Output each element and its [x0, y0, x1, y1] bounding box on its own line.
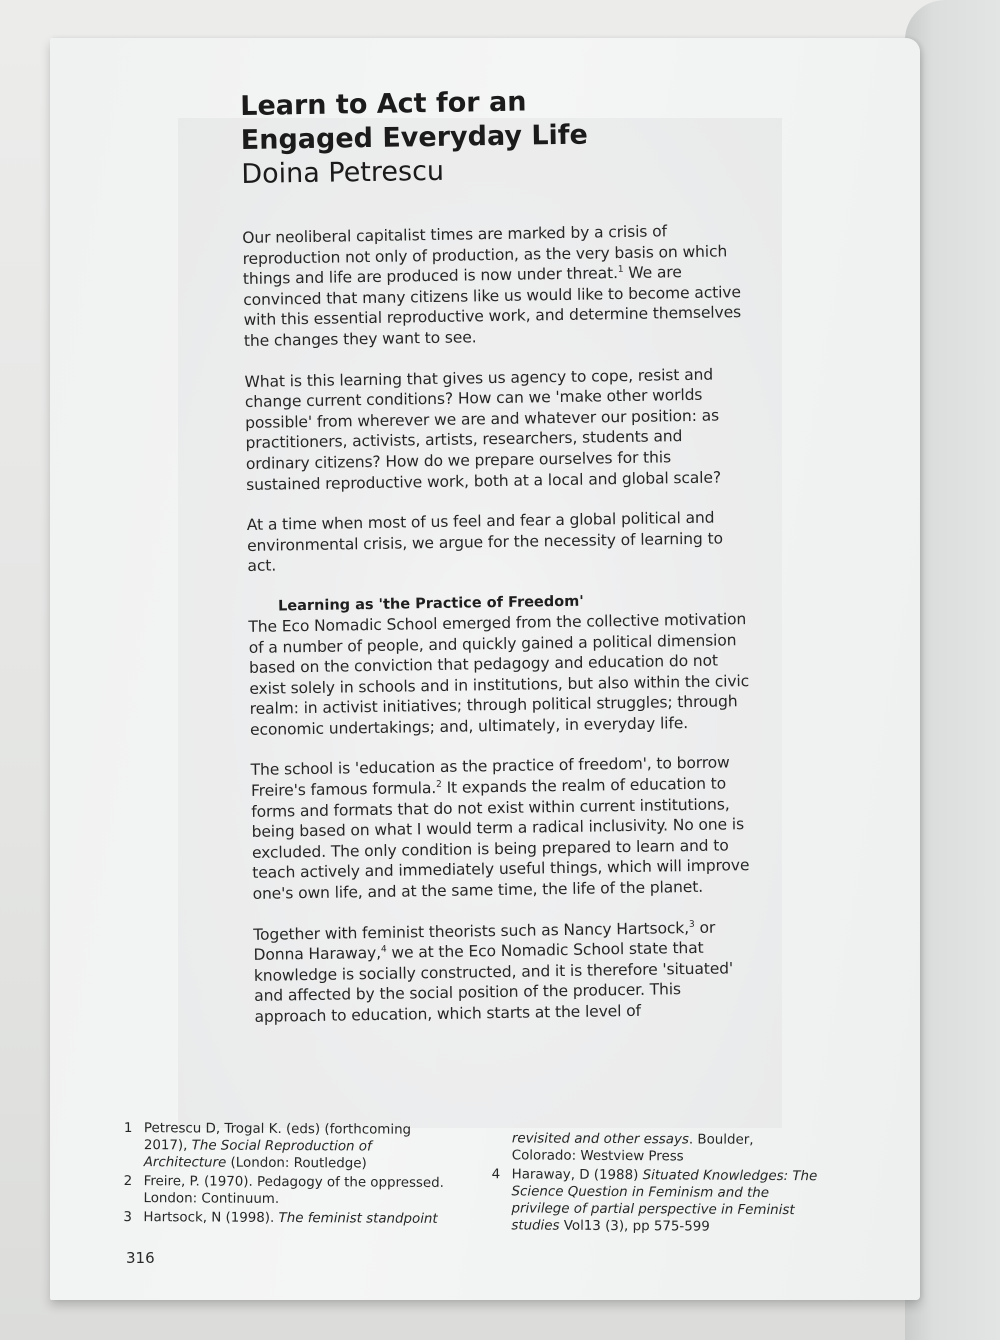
- article-author: Doina Petrescu: [241, 155, 445, 190]
- paragraph-6-text-b: or Donna Haraway,: [253, 918, 716, 965]
- footnote-3-book-title-cont: revisited and other essays: [511, 1131, 689, 1148]
- footnote-4-text-a: Haraway, D (1988): [511, 1167, 639, 1184]
- page-number: 316: [126, 1249, 155, 1267]
- paragraph-6-text-a: Together with feminist theorists such as Nancy Hartsock,: [253, 918, 690, 944]
- footnote-ref-1: 1: [617, 265, 624, 276]
- footnote-3-text-a: Hartsock, N (1998).: [143, 1210, 275, 1226]
- paragraph-5: [251, 753, 753, 905]
- footnote-2-text: Freire, P. (1970). Pedagogy of the oppressed. London: Continuum.: [143, 1174, 444, 1207]
- footnote-ref-3: 3: [688, 919, 695, 930]
- footnote-2: [123, 1173, 453, 1209]
- footnote-1-number: 1: [123, 1121, 133, 1137]
- paragraph-3: At a time when most of us feel and fear a global political and environmental crisis, we argue for the necessity of learning to act.: [246, 508, 724, 576]
- footnote-ref-2: 2: [436, 779, 442, 790]
- footnote-ref-4: 4: [380, 944, 387, 955]
- paragraph-1-text-b: We are convinced that many citizens like us would like to become active with this essential reproductive work, and determine themselves the changes they want to see.: [243, 263, 742, 350]
- paragraph-6-text-c: we at the Eco Nomadic School state that knowledge is socially constructed, and it is therefore 'situated' and affected by the social position of the producer. This approach to education, which starts at the level of: [253, 939, 734, 1026]
- title-line-2: Engaged Everyday Life: [240, 119, 589, 156]
- paragraph-5-text-a: The school is 'education as the practice of freedom', to borrow Freire's famous formula.: [250, 753, 730, 800]
- paragraph-5-text-b: It expands the realm of education to forms and formats that do not exist within current institutions, being based on what I would term a radical inclusivity. No one is excluded. The only condition is being prepared to learn and to teach actively and immediately useful things, which will improve one's own life, and at the same time, the life of the planet.: [251, 774, 750, 903]
- paragraph-4: The Eco Nomadic School emerged from the collective motivation of a number of people, and quickly gained a political dimension based on the conviction that pedagogy and education do not exist solely in schools and in institutions, but also within the civic realm: in activist initiatives; through political struggles; through economic undertakings; and, ultimately, in everyday life.: [248, 610, 750, 739]
- footnote-1-book-title: The Social Reproduction of Architecture: [143, 1138, 372, 1171]
- footnote-4-article-title: Situated Knowledges: The Science Question in Feminism and the privilege of partial perspective in Feminist studies: [511, 1168, 818, 1234]
- footnote-4-number: 4: [491, 1167, 501, 1183]
- footnote-4: [491, 1166, 821, 1236]
- footnote-3: [123, 1209, 453, 1228]
- book-page: [50, 38, 920, 1300]
- title-line-1: Learn to Act for an: [240, 86, 527, 122]
- footnotes-column-right: [491, 1130, 822, 1238]
- footnote-3-continued: [492, 1130, 822, 1166]
- footnote-1-text-c: (London: Routledge): [230, 1155, 367, 1172]
- footnote-4-text-c: Vol13 (3), pp 575-599: [563, 1218, 710, 1235]
- footnote-3-book-title: The feminist standpoint: [278, 1210, 438, 1227]
- paragraph-6: [253, 917, 755, 1028]
- paragraph-1: [242, 220, 744, 351]
- article-title: [240, 82, 741, 158]
- paragraph-2: What is this learning that gives us agency to cope, resist and change current conditions? How can we 'make other worlds possible' from wherever we are and whatever our position: as practitioners, activists, artists, researchers, students and ordinary citizens? How do we prepare ourselves for this sustained reproductive work, both at a local and global scale?: [244, 365, 722, 494]
- footnote-1: [124, 1120, 454, 1173]
- section-subheading: Learning as 'the Practice of Freedom': [277, 593, 584, 615]
- article-body: [240, 82, 755, 1047]
- paragraph-1-text-a: Our neoliberal capitalist times are marked by a crisis of reproduction not only of production, as the very basis on which things and life are produced is now under threat.: [242, 222, 728, 289]
- footnotes-column-left: [123, 1120, 454, 1230]
- footnote-2-number: 2: [123, 1173, 133, 1190]
- footnote-1-text-a: Petrescu D, Trogal K. (eds) (forthcoming 2017),: [143, 1121, 412, 1154]
- footnote-3-number: 3: [123, 1209, 132, 1226]
- footnote-3-publisher: . Boulder, Colorado: Westview Press: [511, 1132, 754, 1165]
